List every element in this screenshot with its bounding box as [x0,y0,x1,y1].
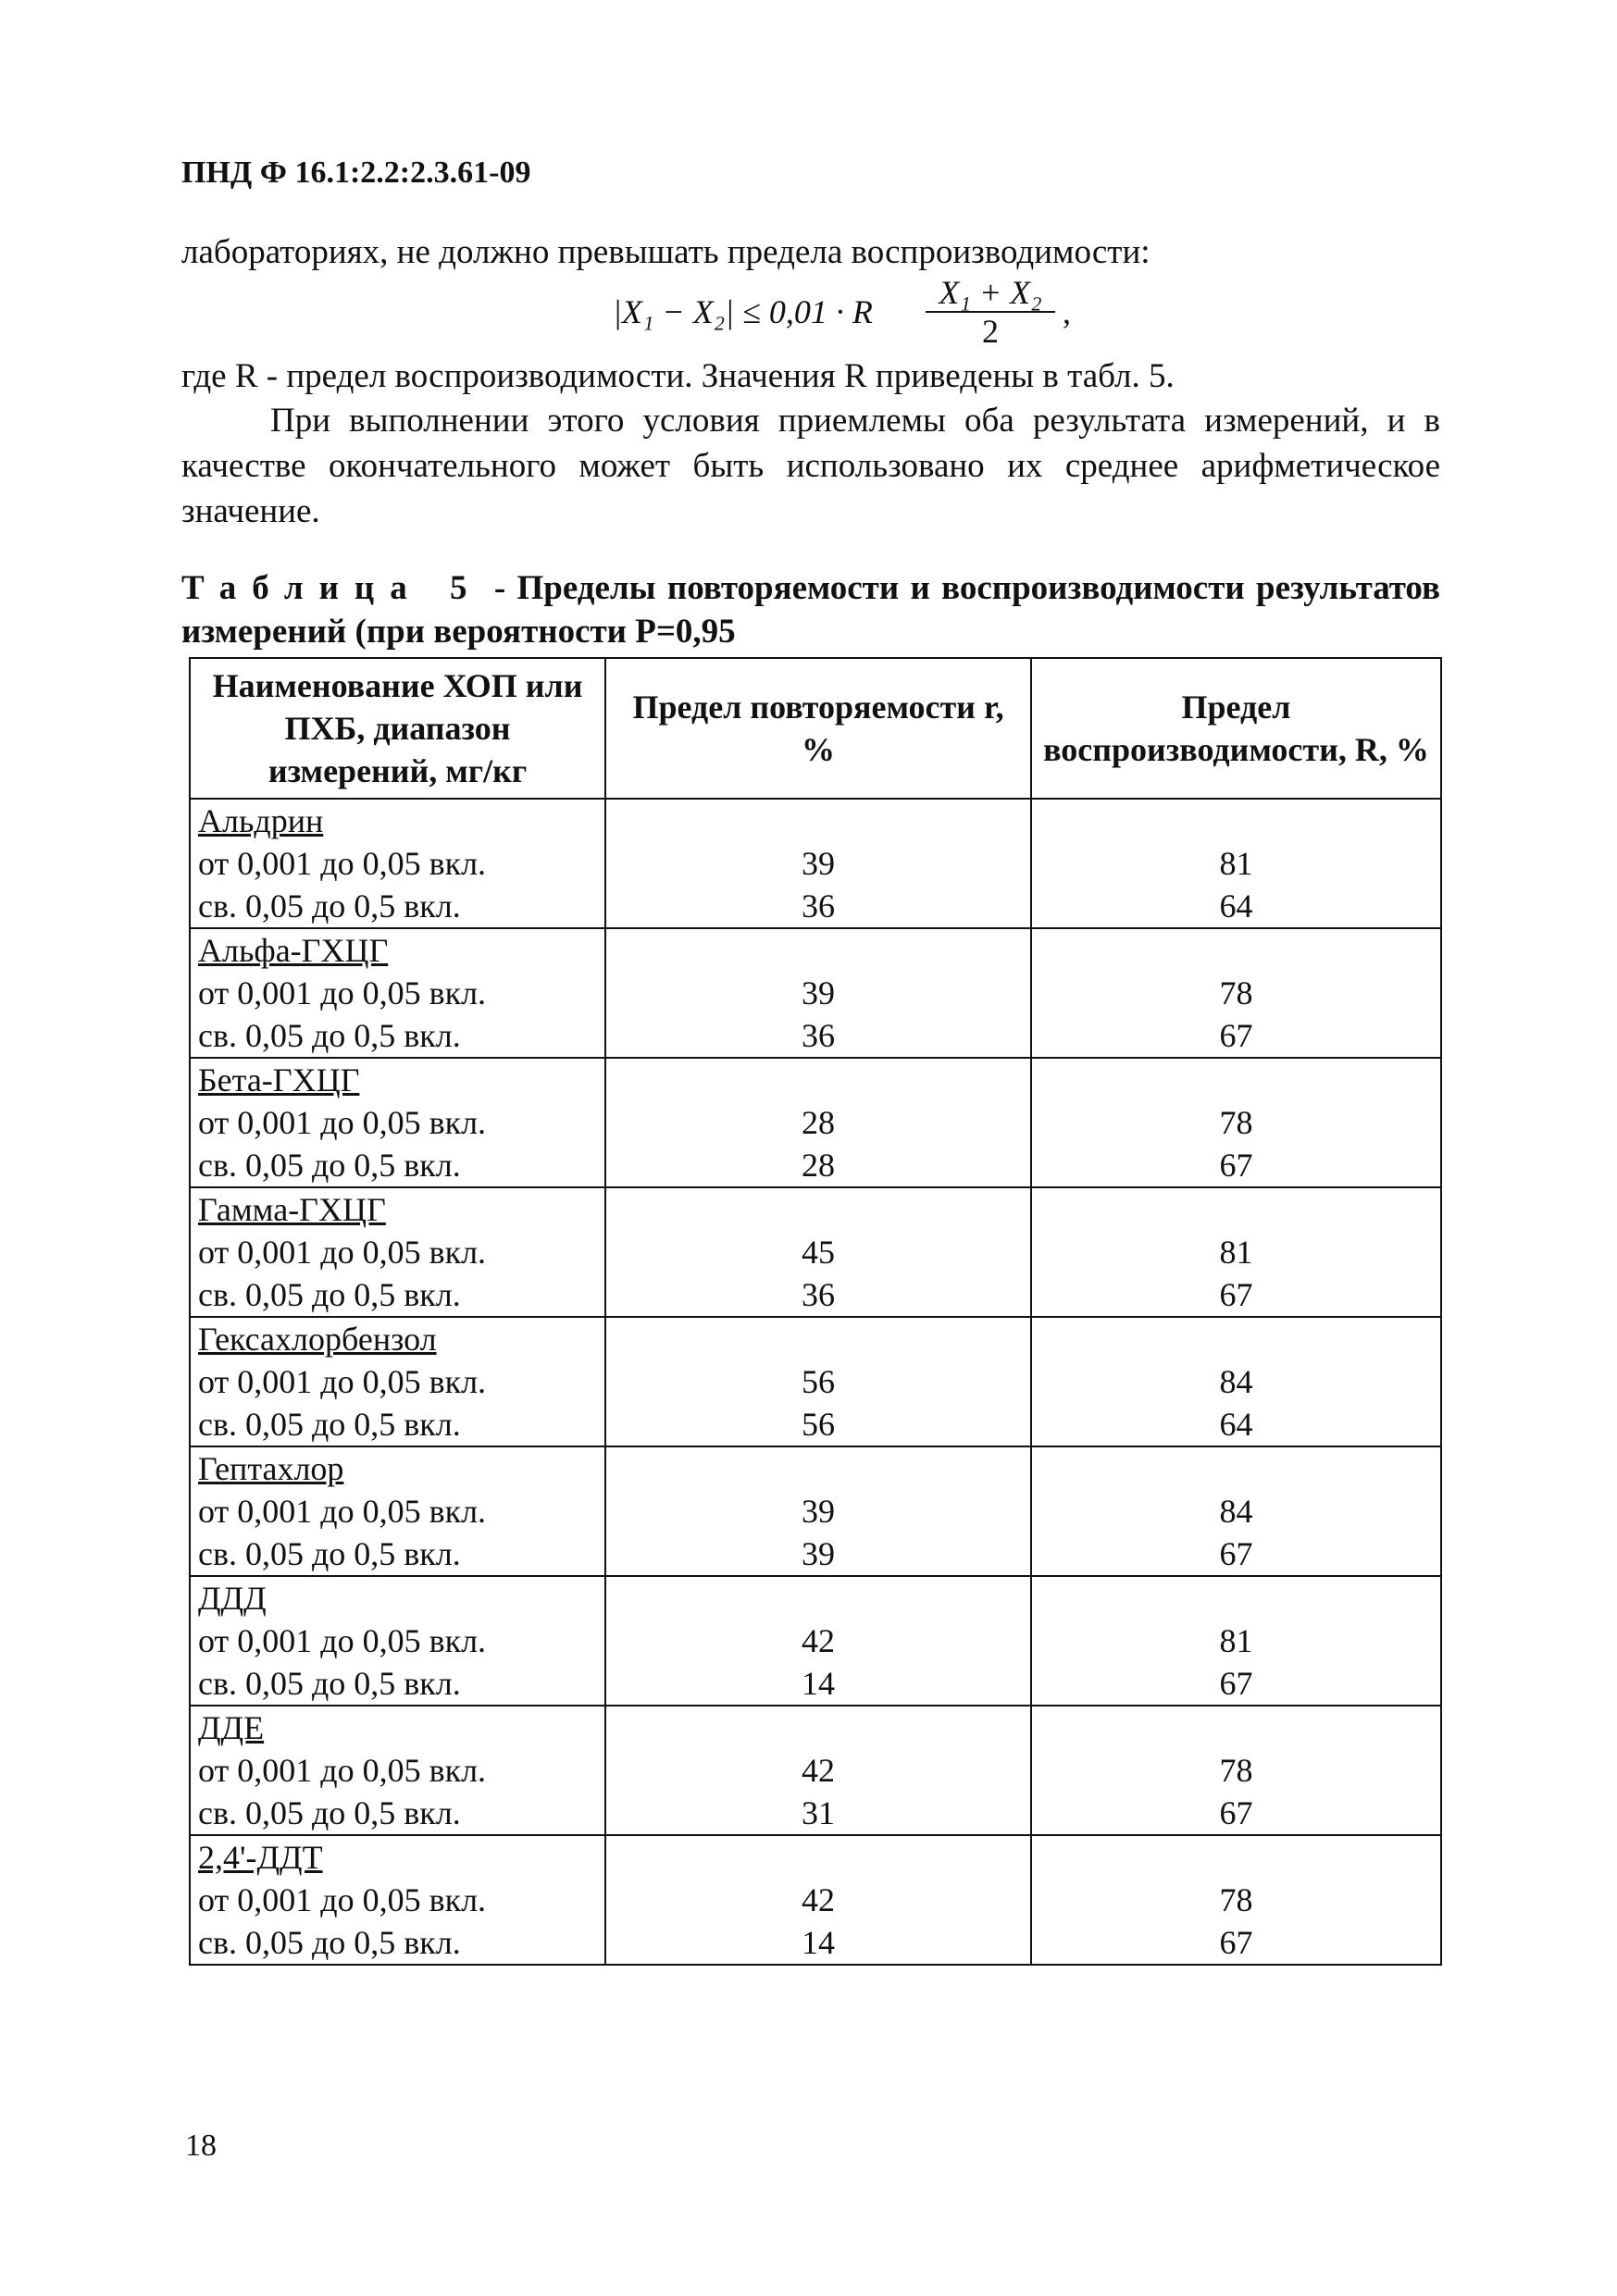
compound-name: ДДД [198,1580,267,1617]
range-high: св. 0,05 до 0,5 вкл. [198,1147,461,1184]
table-body [190,799,1441,1965]
reproducibility-value: 84 [1219,1493,1253,1530]
reproducibility-value: 78 [1219,1104,1253,1141]
page-number: 18 [185,2128,217,2163]
range-low: от 0,001 до 0,05 вкл. [198,1881,487,1918]
reproducibility-spacer [1039,1059,1433,1101]
reproducibility-value: 78 [1219,1881,1253,1918]
cell-reproducibility [1031,1187,1441,1317]
repeatability-spacer [614,1318,1023,1360]
table-row [190,1187,1441,1317]
range-high: св. 0,05 до 0,5 вкл. [198,887,461,925]
table-row [190,1446,1441,1576]
cell-name [190,1576,605,1706]
reproducibility-spacer [1039,1318,1433,1360]
reproducibility-spacer [1039,929,1433,972]
reproducibility-spacer [1039,1188,1433,1231]
repeatability-value: 39 [802,1535,836,1572]
cell-repeatability [605,1706,1031,1835]
cell-repeatability [605,1576,1031,1706]
repeatability-value: 36 [802,1276,836,1313]
formula-denominator: 2 [982,313,999,350]
reproducibility-value: 84 [1219,1363,1253,1400]
table-caption-text: - Пределы повторяемости и воспроизводимости результатов измерений (при вероятности Р=0,95 [181,569,1440,651]
reproducibility-value: 67 [1219,1924,1253,1961]
range-low: от 0,001 до 0,05 вкл. [198,1622,487,1659]
cell-name [190,799,605,928]
reproducibility-value: 67 [1219,1794,1253,1831]
cell-name [190,928,605,1058]
reproducibility-value: 78 [1219,974,1253,1011]
table-row [190,1706,1441,1835]
range-low: от 0,001 до 0,05 вкл. [198,974,487,1011]
table-row [190,1835,1441,1965]
reproducibility-value: 81 [1219,1622,1253,1659]
reproducibility-value: 67 [1219,1147,1253,1184]
repeatability-spacer [614,1706,1023,1749]
table-row [190,1058,1441,1187]
table-caption-prefix: Таблица 5 [181,569,483,607]
reproducibility-value: 67 [1219,1665,1253,1702]
table-caption [181,566,1440,653]
repeatability-value: 42 [802,1752,836,1789]
formula-trail: , [1063,293,1071,330]
range-low: от 0,001 до 0,05 вкл. [198,1493,487,1530]
reproducibility-value: 67 [1219,1017,1253,1054]
cell-repeatability [605,799,1031,928]
repeatability-spacer [614,1188,1023,1231]
repeatability-value: 36 [802,887,836,925]
cell-reproducibility [1031,1576,1441,1706]
cell-repeatability [605,928,1031,1058]
cell-name [190,1835,605,1965]
cell-name [190,1187,605,1317]
reproducibility-value: 64 [1219,1406,1253,1443]
reproducibility-value: 81 [1219,845,1253,882]
document-code: ПНД Ф 16.1:2.2:2.3.61-09 [181,155,531,190]
range-low: от 0,001 до 0,05 вкл. [198,1752,487,1789]
cell-repeatability [605,1058,1031,1187]
repeatability-value: 28 [802,1147,836,1184]
compound-name: Бета-ГХЦГ [198,1061,360,1098]
paragraph-intro: лабораториях, не должно превышать предела воспроизводимости: [181,233,1151,271]
header-name: Наименование ХОП или ПХБ, диапазон измерений, мг/кг [190,658,605,799]
cell-reproducibility [1031,1317,1441,1446]
repeatability-value: 36 [802,1017,836,1054]
range-high: св. 0,05 до 0,5 вкл. [198,1276,461,1313]
range-high: св. 0,05 до 0,5 вкл. [198,1535,461,1572]
reproducibility-spacer [1039,1577,1433,1620]
repeatability-spacer [614,1836,1023,1879]
reproducibility-spacer [1039,1447,1433,1490]
formula-fraction [926,274,1055,350]
paragraph-definition: где R - предел воспроизводимости. Значения R приведены в табл. 5. [181,357,1175,395]
repeatability-value: 45 [802,1234,836,1271]
reproducibility-spacer [1039,800,1433,842]
reproducibility-value: 67 [1219,1276,1253,1313]
compound-name: 2,4'-ДДТ [198,1839,323,1876]
range-low: от 0,001 до 0,05 вкл. [198,1234,487,1271]
range-high: св. 0,05 до 0,5 вкл. [198,1406,461,1443]
reproducibility-spacer [1039,1836,1433,1879]
repeatability-value: 42 [802,1881,836,1918]
cell-name [190,1058,605,1187]
cell-repeatability [605,1835,1031,1965]
repeatability-value: 14 [802,1924,836,1961]
header-reproducibility: Предел воспроизводимости, R, % [1031,658,1441,799]
cell-reproducibility [1031,1446,1441,1576]
table-row [190,928,1441,1058]
reproducibility-spacer [1039,1706,1433,1749]
repeatability-spacer [614,929,1023,972]
compound-name: Альдрин [198,802,324,839]
compound-name: Гамма-ГХЦГ [198,1191,386,1228]
cell-repeatability [605,1187,1031,1317]
repeatability-value: 28 [802,1104,836,1141]
cell-reproducibility [1031,928,1441,1058]
compound-name: Альфа-ГХЦГ [198,932,389,969]
compound-name: ДДЕ [198,1709,265,1746]
limits-table [189,657,1442,1966]
repeatability-spacer [614,1059,1023,1101]
repeatability-value: 39 [802,1493,836,1530]
reproducibility-value: 81 [1219,1234,1253,1271]
reproducibility-value: 64 [1219,887,1253,925]
cell-reproducibility [1031,1706,1441,1835]
cell-repeatability [605,1317,1031,1446]
cell-reproducibility [1031,799,1441,928]
cell-name [190,1317,605,1446]
compound-name: Гептахлор [198,1450,344,1487]
formula-numerator: X₁ + X₂ [926,274,1055,313]
repeatability-spacer [614,1577,1023,1620]
range-high: св. 0,05 до 0,5 вкл. [198,1924,461,1961]
range-low: от 0,001 до 0,05 вкл. [198,845,487,882]
cell-reproducibility [1031,1835,1441,1965]
range-low: от 0,001 до 0,05 вкл. [198,1104,487,1141]
repeatability-value: 42 [802,1622,836,1659]
formula-lhs: |X₁ − X₂| ≤ 0,01 · R [613,293,873,330]
cell-reproducibility [1031,1058,1441,1187]
repeatability-value: 39 [802,974,836,1011]
table-row [190,1576,1441,1706]
reproducibility-value: 67 [1219,1535,1253,1572]
repeatability-spacer [614,1447,1023,1490]
range-high: св. 0,05 до 0,5 вкл. [198,1017,461,1054]
header-repeatability: Предел повторяемости r, % [605,658,1031,799]
table-row [190,1317,1441,1446]
repeatability-value: 56 [802,1406,836,1443]
table-header-row [190,658,1441,799]
cell-name [190,1446,605,1576]
cell-repeatability [605,1446,1031,1576]
repeatability-value: 56 [802,1363,836,1400]
range-high: св. 0,05 до 0,5 вкл. [198,1665,461,1702]
repeatability-value: 39 [802,845,836,882]
repeatability-value: 14 [802,1665,836,1702]
cell-name [190,1706,605,1835]
repeatability-value: 31 [802,1794,836,1831]
table-row [190,799,1441,928]
compound-name: Гексахлорбензол [198,1321,437,1358]
repeatability-spacer [614,800,1023,842]
paragraph-conclusion: При выполнении этого условия приемлемы оба результата измерений, и в качестве окончательного может быть использовано их среднее арифметическое значение. [181,402,1440,530]
range-low: от 0,001 до 0,05 вкл. [198,1363,487,1400]
reproducibility-value: 78 [1219,1752,1253,1789]
range-high: св. 0,05 до 0,5 вкл. [198,1794,461,1831]
